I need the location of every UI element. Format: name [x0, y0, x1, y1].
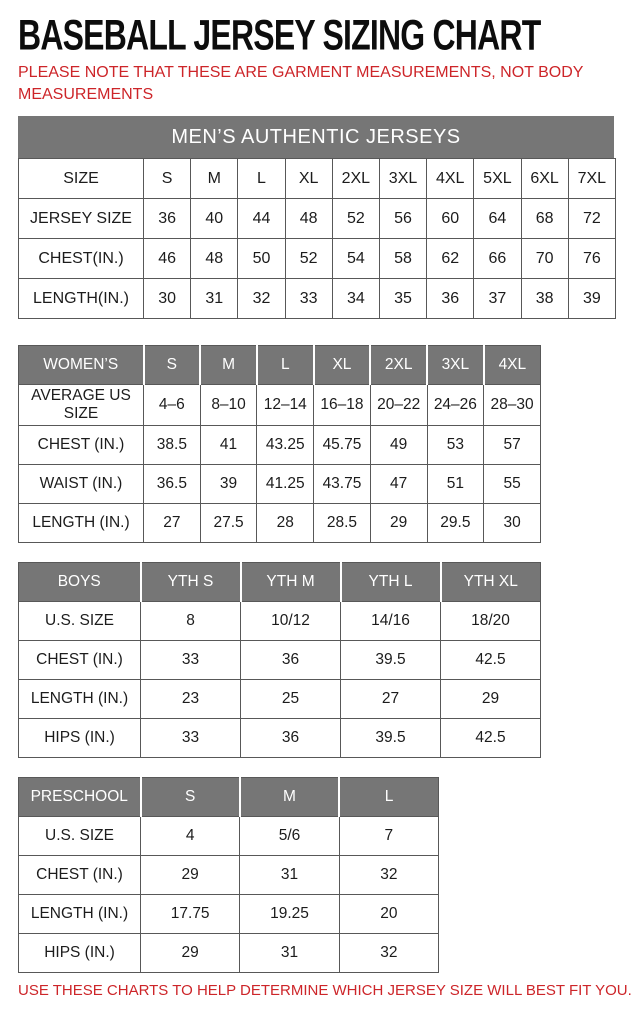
value-cell: 33 [285, 279, 332, 319]
value-cell: 31 [191, 279, 238, 319]
value-cell: 18/20 [441, 602, 541, 641]
value-cell: 27.5 [200, 504, 257, 543]
table-title-cell: PRESCHOOL [19, 778, 141, 817]
value-cell: XL [285, 159, 332, 199]
value-cell: S [144, 159, 191, 199]
row-label-cell: CHEST(IN.) [19, 239, 144, 279]
value-cell: 12–14 [257, 385, 314, 426]
value-cell: 10/12 [241, 602, 341, 641]
value-cell: 20–22 [370, 385, 427, 426]
size-header-row [19, 778, 439, 817]
table-row [19, 934, 439, 973]
size-header-row [19, 346, 541, 385]
value-cell: M [191, 159, 238, 199]
row-label-cell: SIZE [19, 159, 144, 199]
value-cell: 43.25 [257, 426, 314, 465]
value-cell: 5/6 [240, 817, 339, 856]
table-row [19, 641, 541, 680]
size-header-cell: S [141, 778, 240, 817]
value-cell: 8–10 [200, 385, 257, 426]
size-header-cell: 2XL [370, 346, 427, 385]
value-cell: 66 [474, 239, 521, 279]
value-cell: 4XL [427, 159, 474, 199]
table-row [19, 680, 541, 719]
value-cell: 31 [240, 856, 339, 895]
value-cell: 62 [427, 239, 474, 279]
value-cell: 19.25 [240, 895, 339, 934]
row-label-cell: JERSEY SIZE [19, 199, 144, 239]
table-row [19, 602, 541, 641]
row-label-cell: CHEST (IN.) [19, 426, 144, 465]
value-cell: 38 [521, 279, 568, 319]
value-cell: 2XL [332, 159, 379, 199]
row-label-cell: LENGTH (IN.) [19, 680, 141, 719]
row-label-cell: CHEST (IN.) [19, 856, 141, 895]
row-label-cell: AVERAGE US SIZE [19, 385, 144, 426]
value-cell: 53 [427, 426, 484, 465]
value-cell: 20 [339, 895, 438, 934]
value-cell: 35 [379, 279, 426, 319]
value-cell: 54 [332, 239, 379, 279]
row-label-cell: HIPS (IN.) [19, 934, 141, 973]
value-cell: 39.5 [341, 719, 441, 758]
row-label-cell: HIPS (IN.) [19, 719, 141, 758]
value-cell: 49 [370, 426, 427, 465]
value-cell: 4 [141, 817, 240, 856]
value-cell: 32 [339, 856, 438, 895]
value-cell: 52 [285, 239, 332, 279]
mens-sizing-table [18, 158, 616, 319]
value-cell: 29 [141, 934, 240, 973]
value-cell: 31 [240, 934, 339, 973]
value-cell: 34 [332, 279, 379, 319]
value-cell: 28 [257, 504, 314, 543]
table-row [19, 856, 439, 895]
table-row [19, 465, 541, 504]
row-label-cell: WAIST (IN.) [19, 465, 144, 504]
value-cell: 30 [484, 504, 541, 543]
value-cell: 39 [200, 465, 257, 504]
value-cell: 52 [332, 199, 379, 239]
value-cell: 24–26 [427, 385, 484, 426]
size-header-cell: YTH M [241, 563, 341, 602]
value-cell: 38.5 [144, 426, 201, 465]
value-cell: 29 [441, 680, 541, 719]
table-row [19, 895, 439, 934]
preschool-sizing-table [18, 777, 439, 973]
size-header-cell: YTH XL [441, 563, 541, 602]
table-row [19, 817, 439, 856]
table-title-cell: WOMEN’S [19, 346, 144, 385]
size-header-cell: YTH L [341, 563, 441, 602]
value-cell: 43.75 [314, 465, 371, 504]
row-label-cell: LENGTH (IN.) [19, 895, 141, 934]
value-cell: 33 [141, 719, 241, 758]
value-cell: 48 [285, 199, 332, 239]
mens-banner-label: MEN’S AUTHENTIC JERSEYS [171, 125, 461, 148]
measurement-note: PLEASE NOTE THAT THESE ARE GARMENT MEASUREMENTS, NOT BODY MEASUREMENTS [18, 64, 584, 103]
table-row [19, 279, 616, 319]
size-header-cell: 4XL [484, 346, 541, 385]
value-cell: 36 [144, 199, 191, 239]
table-row [19, 239, 616, 279]
value-cell: 16–18 [314, 385, 371, 426]
table-row [19, 719, 541, 758]
value-cell: 3XL [379, 159, 426, 199]
row-label-cell: U.S. SIZE [19, 602, 141, 641]
value-cell: 40 [191, 199, 238, 239]
table-row [19, 199, 616, 239]
value-cell: 41 [200, 426, 257, 465]
value-cell: 32 [339, 934, 438, 973]
value-cell: 72 [568, 199, 615, 239]
value-cell: 42.5 [441, 641, 541, 680]
row-label-cell: LENGTH (IN.) [19, 504, 144, 543]
value-cell: L [238, 159, 285, 199]
value-cell: 68 [521, 199, 568, 239]
value-cell: 27 [144, 504, 201, 543]
size-header-cell: S [144, 346, 201, 385]
womens-sizing-table [18, 345, 541, 543]
size-header-cell: 3XL [427, 346, 484, 385]
value-cell: 23 [141, 680, 241, 719]
table-row [19, 385, 541, 426]
row-label-cell: U.S. SIZE [19, 817, 141, 856]
mens-banner [18, 116, 614, 158]
page-title [18, 10, 618, 60]
value-cell: 29 [370, 504, 427, 543]
value-cell: 42.5 [441, 719, 541, 758]
value-cell: 70 [521, 239, 568, 279]
value-cell: 57 [484, 426, 541, 465]
value-cell: 46 [144, 239, 191, 279]
row-label-cell: LENGTH(IN.) [19, 279, 144, 319]
value-cell: 36.5 [144, 465, 201, 504]
row-label-cell: CHEST (IN.) [19, 641, 141, 680]
size-header-row [19, 563, 541, 602]
value-cell: 17.75 [141, 895, 240, 934]
value-cell: 60 [427, 199, 474, 239]
value-cell: 8 [141, 602, 241, 641]
size-header-cell: XL [314, 346, 371, 385]
value-cell: 76 [568, 239, 615, 279]
boys-sizing-table [18, 562, 541, 758]
value-cell: 25 [241, 680, 341, 719]
value-cell: 5XL [474, 159, 521, 199]
value-cell: 7XL [568, 159, 615, 199]
value-cell: 50 [238, 239, 285, 279]
size-header-cell: M [240, 778, 339, 817]
value-cell: 7 [339, 817, 438, 856]
value-cell: 36 [241, 641, 341, 680]
value-cell: 27 [341, 680, 441, 719]
value-cell: 4–6 [144, 385, 201, 426]
value-cell: 29.5 [427, 504, 484, 543]
value-cell: 32 [238, 279, 285, 319]
value-cell: 47 [370, 465, 427, 504]
size-header-cell: M [200, 346, 257, 385]
value-cell: 28–30 [484, 385, 541, 426]
page-title-text: BASEBALL JERSEY SIZING CHART [18, 10, 541, 60]
value-cell: 58 [379, 239, 426, 279]
value-cell: 28.5 [314, 504, 371, 543]
value-cell: 48 [191, 239, 238, 279]
value-cell: 64 [474, 199, 521, 239]
footer-note: USE THESE CHARTS TO HELP DETERMINE WHICH JERSEY SIZE WILL BEST FIT YOU. [18, 982, 632, 1000]
value-cell: 41.25 [257, 465, 314, 504]
value-cell: 14/16 [341, 602, 441, 641]
value-cell: 44 [238, 199, 285, 239]
value-cell: 56 [379, 199, 426, 239]
size-header-cell: L [257, 346, 314, 385]
value-cell: 36 [241, 719, 341, 758]
table-row [19, 504, 541, 543]
value-cell: 37 [474, 279, 521, 319]
size-header-cell: YTH S [141, 563, 241, 602]
value-cell: 29 [141, 856, 240, 895]
table-row [19, 159, 616, 199]
value-cell: 45.75 [314, 426, 371, 465]
table-title-cell: BOYS [19, 563, 141, 602]
value-cell: 55 [484, 465, 541, 504]
value-cell: 33 [141, 641, 241, 680]
table-row [19, 426, 541, 465]
value-cell: 39.5 [341, 641, 441, 680]
size-header-cell: L [339, 778, 438, 817]
value-cell: 6XL [521, 159, 568, 199]
value-cell: 30 [144, 279, 191, 319]
value-cell: 36 [427, 279, 474, 319]
value-cell: 39 [568, 279, 615, 319]
value-cell: 51 [427, 465, 484, 504]
